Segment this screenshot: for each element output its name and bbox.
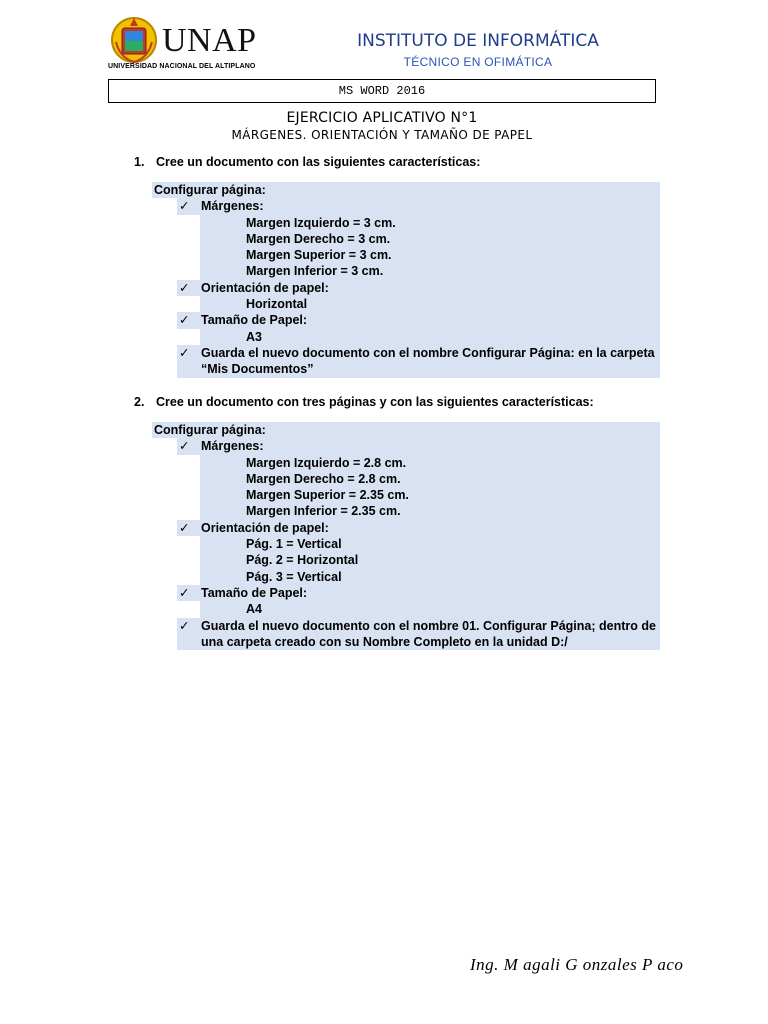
question-text: Cree un documento con las siguientes características: xyxy=(156,155,481,169)
check-icon: ✓ xyxy=(179,439,190,454)
margin-right-value: Margen Derecho = 2.8 cm. xyxy=(152,471,660,487)
check-icon: ✓ xyxy=(179,199,190,214)
margin-bottom-value: Margen Inferior = 2.35 cm. xyxy=(152,503,660,519)
size-label: Tamaño de Papel: xyxy=(201,313,308,328)
margin-left-value: Margen Izquierdo = 3 cm. xyxy=(152,215,660,231)
question-2-settings xyxy=(152,422,660,650)
question-text: Cree un documento con tres páginas y con las siguientes características: xyxy=(156,395,594,409)
unap-logo xyxy=(108,12,278,74)
size-value: A3 xyxy=(152,329,660,345)
save-instruction: Guarda el nuevo documento con el nombre Configurar Página: en la carpeta xyxy=(201,345,655,360)
margin-top-value: Margen Superior = 3 cm. xyxy=(152,247,660,263)
orientation-item xyxy=(152,520,660,536)
program-subtitle: TÉCNICO EN OFIMÁTICA xyxy=(403,55,553,69)
save-instruction-cont: una carpeta creado con su Nombre Completo en la unidad D:/ xyxy=(152,634,660,650)
check-icon: ✓ xyxy=(179,618,190,633)
size-item xyxy=(152,312,660,328)
save-item xyxy=(152,618,660,634)
check-icon: ✓ xyxy=(179,585,190,600)
margin-top-value: Margen Superior = 2.35 cm. xyxy=(152,487,660,503)
margins-label: Márgenes: xyxy=(201,439,264,454)
question-2 xyxy=(134,395,594,409)
margin-left-value: Margen Izquierdo = 2.8 cm. xyxy=(152,455,660,471)
logo-text: UNAP xyxy=(162,22,257,59)
check-icon: ✓ xyxy=(179,520,190,535)
size-label: Tamaño de Papel: xyxy=(201,585,308,600)
save-instruction: Guarda el nuevo documento con el nombre 01. Configurar Página; dentro de xyxy=(201,618,656,633)
orientation-item xyxy=(152,280,660,296)
config-label: Configurar página: xyxy=(152,182,660,198)
margin-bottom-value: Margen Inferior = 3 cm. xyxy=(152,263,660,279)
size-value: A4 xyxy=(152,601,660,617)
check-icon: ✓ xyxy=(179,313,190,328)
course-box: MS WORD 2016 xyxy=(108,79,656,103)
orientation-value: Horizontal xyxy=(152,296,660,312)
margins-item xyxy=(152,198,660,214)
institute-title: INSTITUTO DE INFORMÁTICA xyxy=(357,31,599,51)
config-label: Configurar página: xyxy=(152,422,660,438)
orientation-label: Orientación de papel: xyxy=(201,520,329,535)
size-item xyxy=(152,585,660,601)
university-seal-icon xyxy=(110,14,158,66)
orientation-page-3: Pág. 3 = Vertical xyxy=(152,569,660,585)
check-icon: ✓ xyxy=(179,280,190,295)
orientation-page-2: Pág. 2 = Horizontal xyxy=(152,552,660,568)
question-1-settings xyxy=(152,182,660,378)
margins-label: Márgenes: xyxy=(201,199,264,214)
check-icon: ✓ xyxy=(179,345,190,360)
save-item xyxy=(152,345,660,361)
orientation-page-1: Pág. 1 = Vertical xyxy=(152,536,660,552)
page-header xyxy=(108,12,656,74)
question-number: 2. xyxy=(134,395,145,409)
question-1 xyxy=(134,155,480,169)
margin-right-value: Margen Derecho = 3 cm. xyxy=(152,231,660,247)
author-signature: Ing. M agali G onzales P aco xyxy=(470,955,684,974)
question-number: 1. xyxy=(134,155,145,169)
exercise-subtitle: MÁRGENES. ORIENTACIÓN Y TAMAÑO DE PAPEL xyxy=(231,128,533,142)
logo-subtitle: UNIVERSIDAD NACIONAL DEL ALTIPLANO xyxy=(108,63,256,70)
orientation-label: Orientación de papel: xyxy=(201,280,329,295)
exercise-title: EJERCICIO APLICATIVO N°1 xyxy=(286,110,478,126)
margins-item xyxy=(152,438,660,454)
save-instruction-cont: “Mis Documentos” xyxy=(152,361,660,377)
